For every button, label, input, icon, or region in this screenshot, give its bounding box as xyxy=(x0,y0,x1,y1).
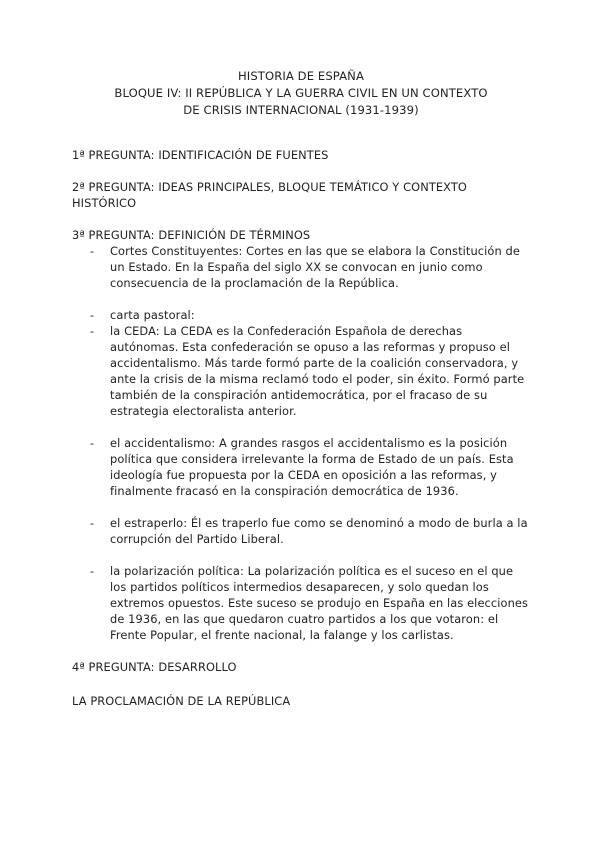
term-polarizacion-politica: - la polarización política: La polarización política es el suceso en el que los partidos políticos intermedios desaparecen, y solo quedan los extremos opuestos. Este suceso se produjo en España en las elecciones de 1936, en las que quedaron cuatro partidos a los que votaron: el Frente Popular, el frente nacional, la falange y los carlistas. xyxy=(72,563,530,643)
subject-title: HISTORIA DE ESPAÑA xyxy=(237,69,364,83)
question-4-title: 4ª PREGUNTA: DESARROLLO xyxy=(72,660,237,674)
question-1 xyxy=(72,147,530,163)
term-cortes-constituyentes: - Cortes Constituyentes: Cortes en las que se elabora la Constitución de un Estado. En la España del siglo XX se convocan en junio como consecuencia de la proclamación de la República. xyxy=(72,243,530,291)
question-3 xyxy=(72,227,530,643)
question-1-title: 1ª PREGUNTA: IDENTIFICACIÓN DE FUENTES xyxy=(72,148,329,162)
term-ceda: - la CEDA: La CEDA es la Confederación Española de derechas autónomas. Esta confederación se opuso a las reformas y propuso el accidentalismo. Más tarde formó parte de la coalición conservadora, y ante la crisis de la misma reclamó todo el poder, sin éxito. Formó parte también de la conspiración antidemocrática, por el fracaso de su estrategia electoralista anterior. xyxy=(72,323,530,419)
terms-list xyxy=(72,243,530,643)
question-3-title: 3ª PREGUNTA: DEFINICIÓN DE TÉRMINOS xyxy=(72,228,311,242)
term-carta-pastoral: - carta pastoral: xyxy=(72,307,530,323)
document-header xyxy=(72,68,530,119)
term-accidentalismo: - el accidentalismo: A grandes rasgos el accidentalismo es la posición política que considera irrelevante la forma de Estado de un país. Esta ideología fue propuesta por la CEDA en oposición a las reformas, y finalmente fracasó en la conspiración democrática de 1936. xyxy=(72,435,530,499)
block-title-line-1: BLOQUE IV: II REPÚBLICA Y LA GUERRA CIVIL EN UN CONTEXTO xyxy=(114,86,488,100)
block-title-line-2: DE CRISIS INTERNACIONAL (1931-1939) xyxy=(183,103,419,117)
term-estraperlo: - el estraperlo: Él es traperlo fue como se denominó a modo de burla a la corrupción del Partido Liberal. xyxy=(72,515,530,547)
question-2-title: 2ª PREGUNTA: IDEAS PRINCIPALES, BLOQUE TEMÁTICO Y CONTEXTO HISTÓRICO xyxy=(72,180,468,210)
question-2 xyxy=(72,179,530,211)
section-heading: LA PROCLAMACIÓN DE LA REPÚBLICA xyxy=(72,694,291,708)
question-4 xyxy=(72,659,530,675)
